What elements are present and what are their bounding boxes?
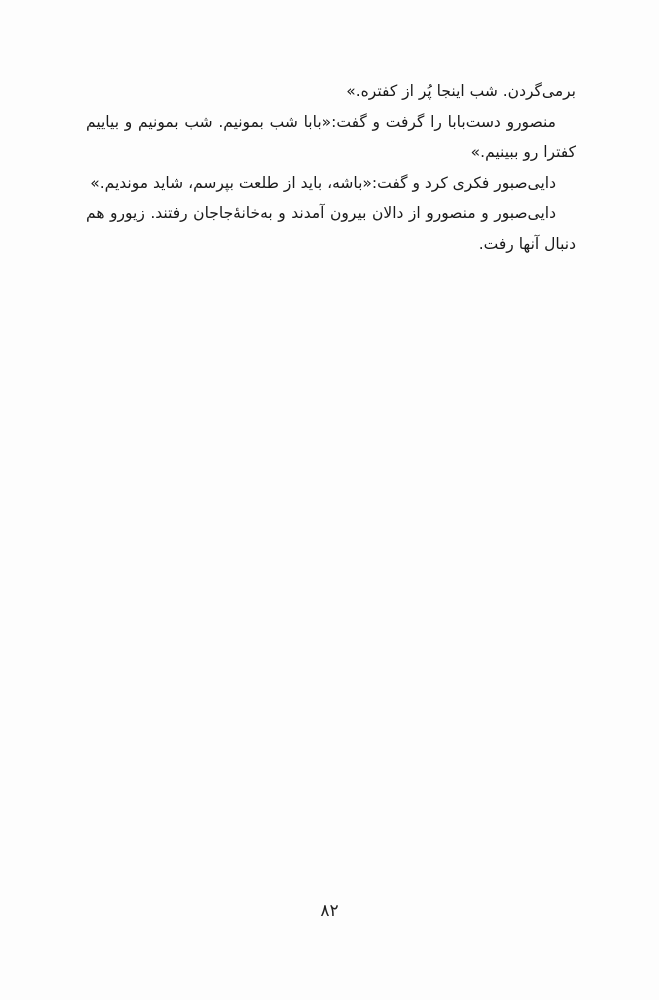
paragraph-1: برمی‌گردن. شب اینجا پُر از کفتره.»	[346, 82, 576, 100]
paragraph-2: منصورو دست‌بابا را گرفت و گفت:«بابا شب بمونیم. شب بمونیم و بیاییم کفترا رو ببینیم.»	[86, 112, 576, 161]
paragraph-4: دایی‌صبور و منصورو از دالان بیرون آمدند و به‌خانهٔ‌جاجان رفتند. زیورو هم دنبال آنها رفت.	[86, 204, 576, 253]
page-number: ۸۲	[320, 901, 339, 921]
paragraph-3: دایی‌صبور فکری کرد و گفت:«باشه، باید از طلعت بپرسم، شاید موندیم.»	[90, 173, 556, 192]
page-body-text	[86, 76, 576, 259]
